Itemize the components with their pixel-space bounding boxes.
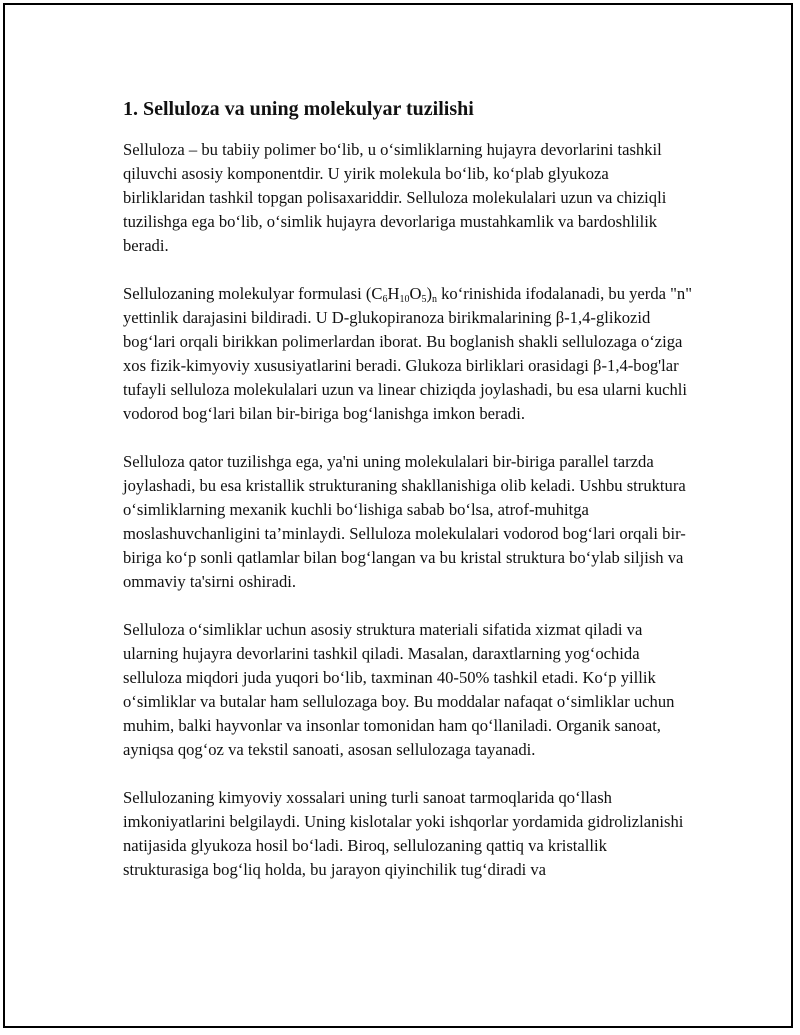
page [3, 3, 793, 1028]
paragraph-2-text-start: Sellulozaning molekulyar formulasi (C [123, 284, 383, 303]
paragraph-4: Selluloza o‘simliklar uchun asosiy struktura materiali sifatida xizmat qiladi va ularning hujayra devorlarini tashkil qiladi. Masalan, daraxtlarning yog‘ochida selluloza miqdori juda yuqori bo‘lib, taxminan 40-50% tashkil etadi. Ko‘p yillik o‘simliklar va butalar ham sellulozaga boy. Bu moddalar nafaqat o‘simliklar uchun muhim, balki hayvonlar va insonlar tomonidan ham qo‘llaniladi. Organik sanoat, ayniqsa qog‘oz va tekstil sanoati, asosan sellulozaga tayanadi. [123, 620, 675, 759]
paragraph-2 [123, 282, 693, 426]
formula-o: O [409, 284, 422, 303]
section-heading: 1. Selluloza va uning molekulyar tuzilishi [123, 98, 474, 120]
paragraph-1: Selluloza – bu tabiiy polimer bo‘lib, u o‘simliklarning hujayra devorlarini tashkil qiluvchi asosiy komponentdir. U yirik molekula bo‘lib, ko‘plab glyukoza birliklaridan tashkil topgan polisaxariddir. Selluloza molekulalari uzun va chiziqli tuzilishga ega bo‘lib, o‘simlik hujayra devorlariga mustahkamlik va bardoshlilik beradi. [123, 140, 667, 255]
formula-subscript-5: 5 [421, 294, 427, 305]
formula-subscript-n: n [431, 294, 437, 305]
formula-close-paren: ) [426, 284, 432, 303]
formula-h: H [387, 284, 400, 303]
document-body [123, 95, 693, 906]
paragraph-2-text-end: ko‘rinishida ifodalanadi, bu yerda "n" yettinlik darajasini bildiradi. U D-glukopiranoza birikmalarining β-1,4-glikozid bog‘lari orqali birikkan polimerlardan iborat. Bu boglanish shakli sellulozaga o‘ziga xos fizik-kimyoviy xususiyatlarini beradi. Glukoza birliklari orasidagi β-1,4-bog'lar tufayli selluloza molekulalari uzun va linear chiziqda joylashadi, bu esa ularni kuchli vodorod bog‘lari bilan bir-biriga bog‘lanishga imkon beradi. [123, 284, 692, 423]
formula-subscript-6: 6 [382, 294, 388, 305]
formula-subscript-10: 10 [399, 294, 410, 305]
paragraph-5: Sellulozaning kimyoviy xossalari uning turli sanoat tarmoqlarida qo‘llash imkoniyatlarini belgilaydi. Uning kislotalar yoki ishqorlar yordamida gidrolizlanishi natijasida glyukoza hosil bo‘ladi. Biroq, sellulozaning qattiq va kristallik strukturasiga bog‘liq holda, bu jarayon qiyinchilik tug‘diradi va [123, 788, 684, 879]
paragraph-3: Selluloza qator tuzilishga ega, ya'ni uning molekulalari bir-biriga parallel tarzda joylashadi, bu esa kristallik strukturaning shakllanishiga olib keladi. Ushbu struktura o‘simliklarning mexanik kuchli bo‘lishiga sabab bo‘lsa, atrof-muhitga moslashuvchanligini ta’minlaydi. Selluloza molekulalari vodorod bog‘lari orqali bir-biriga ko‘p sonli qatlamlar bilan bog‘langan va bu kristal struktura bo‘ylab siljish va ommaviy ta'sirni oshiradi. [123, 452, 686, 591]
